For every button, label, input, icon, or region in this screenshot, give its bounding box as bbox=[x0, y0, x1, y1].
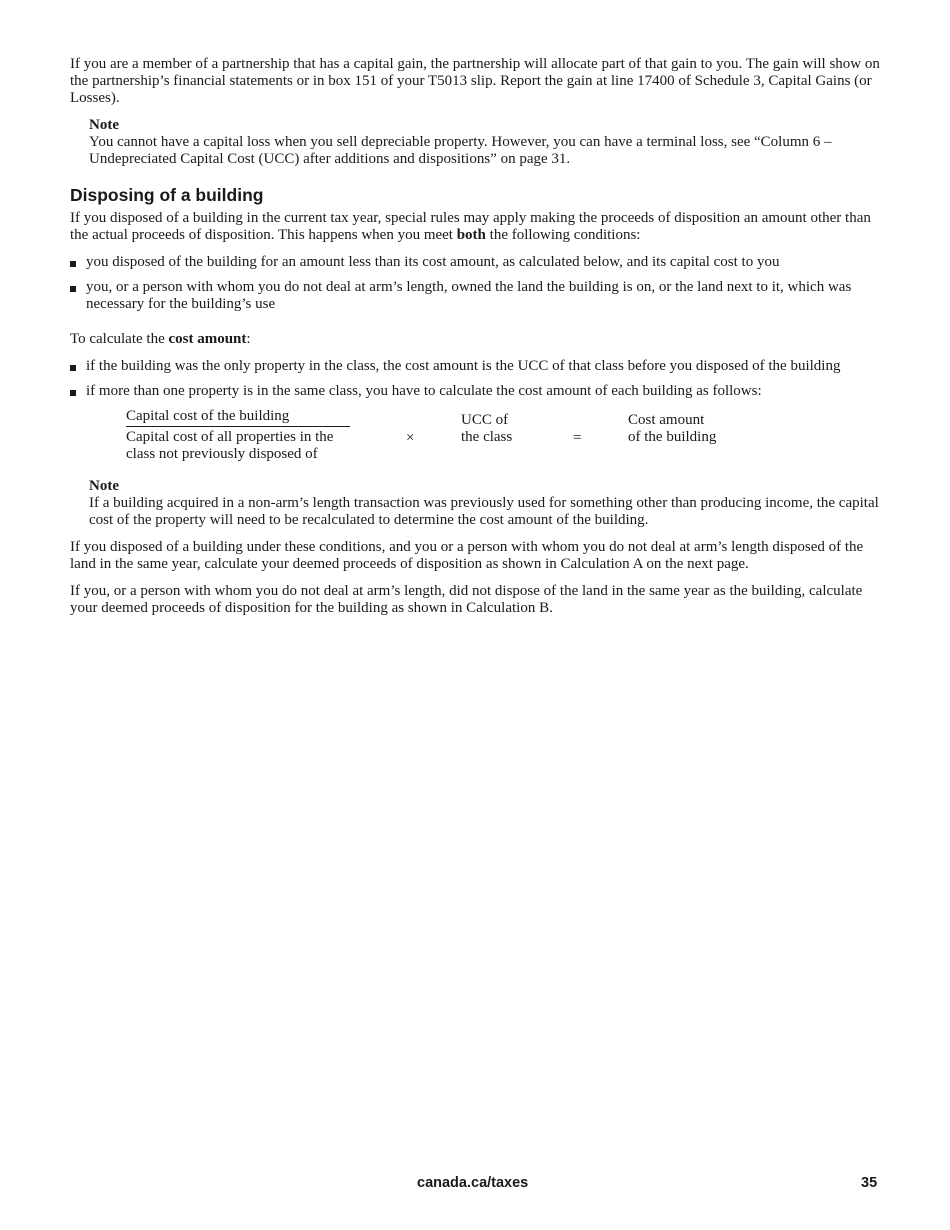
formula-fraction bbox=[126, 408, 350, 463]
section-heading: Disposing of a building bbox=[70, 185, 264, 205]
bullet-icon bbox=[70, 365, 76, 371]
list-item: you disposed of the building for an amount less than its cost amount, as calculated below, and its capital cost to you bbox=[70, 254, 882, 271]
calculation-a-paragraph: If you disposed of a building under these conditions, and you or a person with whom you do not deal at arm’s length disposed of the land in the same year, calculate your deemed proceeds of disposition as shown in Calculation A on the next page. bbox=[70, 539, 864, 572]
conditions-intro: If you disposed of a building in the current tax year, special rules may apply making the proceeds of disposition an amount other than the actual proceeds of disposition. This happens when you meet both the following conditions: bbox=[70, 210, 871, 243]
conditions-list bbox=[70, 254, 882, 313]
bullet-icon bbox=[70, 390, 76, 396]
cost-amount-formula bbox=[70, 408, 882, 464]
emphasis-both: both bbox=[456, 227, 486, 243]
cost-amount-list bbox=[70, 358, 882, 400]
emphasis-cost-amount: cost amount bbox=[168, 331, 247, 347]
list-item: if the building was the only property in the class, the cost amount is the UCC of that class before you disposed of the building bbox=[70, 358, 882, 375]
formula-result: Cost amount of the building bbox=[628, 412, 717, 445]
intro-paragraph: If you are a member of a partnership that has a capital gain, the partnership will allocate part of that gain to you. The gain will show on the partnership’s financial statements or in box 151 of your T5013 slip. Report the gain at line 17400 of Schedule 3, Capital Gains (or Losses). bbox=[70, 56, 880, 106]
formula-ucc: UCC of the class bbox=[461, 412, 513, 445]
list-item: you, or a person with whom you do not deal at arm’s length, owned the land the building is on, or the land next to it, which was necessary for the building’s use bbox=[70, 279, 882, 313]
formula-numerator: Capital cost of the building bbox=[126, 408, 350, 427]
calculation-b-paragraph: If you, or a person with whom you do not deal at arm’s length, did not dispose of the land in the same year as the building, calculate your deemed proceeds of disposition for the building as shown in Calculation B. bbox=[70, 583, 863, 616]
multiply-sign: × bbox=[406, 430, 415, 446]
bullet-icon bbox=[70, 286, 76, 292]
equals-sign: = bbox=[573, 430, 582, 446]
formula-denominator: Capital cost of all properties in the class not previously disposed of bbox=[126, 429, 334, 462]
bullet-icon bbox=[70, 261, 76, 267]
list-item: if more than one property is in the same class, you have to calculate the cost amount of each building as follows: bbox=[70, 383, 882, 400]
footer-site-link[interactable]: canada.ca/taxes bbox=[417, 1175, 529, 1191]
page-number: 35 bbox=[861, 1175, 878, 1191]
note-terminal-loss bbox=[89, 117, 882, 168]
note-title: Note bbox=[89, 478, 119, 494]
cost-amount-intro: To calculate the cost amount: bbox=[70, 331, 251, 347]
note-text: You cannot have a capital loss when you sell depreciable property. However, you can have a terminal loss, see “Column 6 – Undepreciated Capital Cost (UCC) after additions and dispositions” on page 31. bbox=[89, 134, 832, 167]
note-text: If a building acquired in a non-arm’s length transaction was previously used for something other than producing income, the capital cost of the property will need to be recalculated to determine the cost amount of the building. bbox=[89, 495, 879, 528]
note-non-arms-length bbox=[89, 478, 882, 529]
page-content bbox=[70, 56, 882, 627]
note-title: Note bbox=[89, 117, 119, 133]
